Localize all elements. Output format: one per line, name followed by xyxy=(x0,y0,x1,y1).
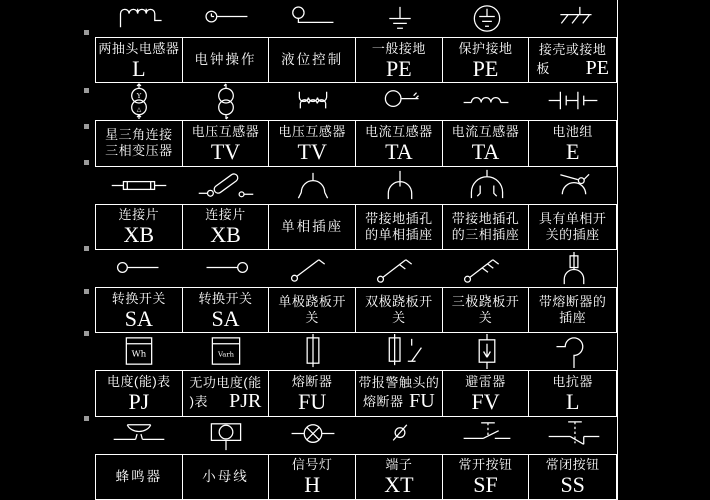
symbol-code-text: PJR xyxy=(229,389,262,412)
symbol-name-text: 电压互感器 xyxy=(278,123,346,139)
label-strip xyxy=(95,370,617,416)
label-cell xyxy=(269,121,356,165)
earth-protective-icon xyxy=(443,0,530,37)
terminal-icon xyxy=(356,417,443,454)
label-cell xyxy=(443,38,530,82)
symbol-code-text: SF xyxy=(473,472,498,498)
rocker-switch-3pole-icon xyxy=(443,250,530,287)
symbol-name-text: 关的插座 xyxy=(545,226,600,242)
symbol-code-text: FV xyxy=(471,388,500,414)
symbol-name-text: 电钟操作 xyxy=(194,52,257,68)
label-cell xyxy=(96,455,183,499)
label-cell xyxy=(96,288,183,332)
symbol-name-text: 电压互感器 xyxy=(191,123,260,139)
label-cell xyxy=(356,205,443,249)
symbol-strip xyxy=(95,333,617,370)
symbol-code-text: SA xyxy=(124,305,153,331)
label-cell xyxy=(529,455,616,499)
svg-text:△: △ xyxy=(136,107,141,114)
symbol-name-text: 电流互感器 xyxy=(451,123,520,139)
star-delta-transformer-icon xyxy=(95,83,182,120)
symbol-code-text: FU xyxy=(298,388,327,414)
label-cell xyxy=(529,288,616,332)
grip-handle[interactable] xyxy=(84,30,89,35)
label-cell xyxy=(183,38,270,82)
socket-single-phase-earth-icon xyxy=(356,167,443,204)
symbol-name-text: 转换开关 xyxy=(111,290,166,306)
symbol-code-text: XB xyxy=(210,222,241,248)
two-tap-inductor-icon xyxy=(95,0,182,37)
label-cell xyxy=(356,38,443,82)
socket-with-switch-icon xyxy=(530,167,617,204)
symbol-code-text: TA xyxy=(471,138,500,164)
label-cell xyxy=(443,205,530,249)
symbol-name-text: 连接片 xyxy=(205,207,246,223)
symbol-name-text: 避雷器 xyxy=(465,373,506,389)
symbol-name-text: 单极跷板开 xyxy=(278,294,346,310)
symbol-name-text: 三极跷板开 xyxy=(451,294,520,310)
label-cell xyxy=(529,38,616,82)
symbol-name-text: 连接片 xyxy=(118,207,160,223)
symbol-strip xyxy=(95,417,617,454)
table-right-border xyxy=(617,0,618,500)
symbol-name-text: 具有单相开 xyxy=(538,210,607,226)
reactor-icon xyxy=(530,333,617,370)
label-strip xyxy=(95,204,617,250)
symbol-name-text: 关 xyxy=(478,310,493,326)
rocker-switch-1pole-icon xyxy=(269,250,356,287)
symbol-name-text: 常开按钮 xyxy=(458,457,513,473)
symbol-name-text: 电度(能)表 xyxy=(107,373,171,389)
symbol-code-text: TA xyxy=(385,138,413,164)
symbol-name-text: 接壳或接地 xyxy=(538,41,607,57)
symbol-name-text: 的单相插座 xyxy=(365,226,433,242)
label-cell xyxy=(96,38,183,82)
symbol-code-text: TV xyxy=(297,138,327,164)
symbol-name-text: 熔断器 xyxy=(291,373,333,389)
label-strip xyxy=(95,287,617,333)
grip-handle[interactable] xyxy=(84,160,89,165)
label-cell xyxy=(269,371,356,415)
label-cell xyxy=(356,371,443,415)
socket-three-phase-earth-icon xyxy=(443,167,530,204)
label-cell xyxy=(529,205,616,249)
label-cell xyxy=(183,205,270,249)
symbol-name-text: 关 xyxy=(392,310,406,326)
fuse-with-alarm-contact-icon xyxy=(356,333,443,370)
earth-general-icon xyxy=(356,0,443,37)
symbol-row-group xyxy=(95,83,617,166)
label-cell xyxy=(269,38,356,82)
symbol-name-text: 插座 xyxy=(559,310,587,326)
symbol-code-text: SA xyxy=(211,305,240,331)
current-transformer-winding-icon xyxy=(443,83,530,120)
symbol-name-text: 带接地插孔 xyxy=(451,210,520,226)
symbol-row-group xyxy=(95,167,617,250)
symbol-code-text: PE xyxy=(472,55,499,81)
symbol-code-text: TV xyxy=(210,138,241,164)
symbol-name-text: )表 xyxy=(189,393,209,409)
label-cell xyxy=(183,121,270,165)
label-cell xyxy=(443,288,530,332)
svg-text:Varh: Varh xyxy=(217,350,234,359)
voltage-transformer-winding-icon xyxy=(269,83,356,120)
symbol-name-text: 双极跷板开 xyxy=(365,294,433,310)
rocker-switch-2pole-icon xyxy=(356,250,443,287)
symbol-code-text: FU xyxy=(409,389,435,412)
symbol-name-text: 转换开关 xyxy=(198,290,253,306)
symbol-name-text: 的三相插座 xyxy=(451,226,520,242)
symbol-row-group xyxy=(95,250,617,333)
label-strip xyxy=(95,120,617,166)
label-cell xyxy=(356,288,443,332)
symbol-code-text: SS xyxy=(560,472,585,498)
symbol-row-group xyxy=(95,417,617,500)
symbol-name-text: 三相变压器 xyxy=(105,143,173,159)
symbol-code-text: L xyxy=(565,388,580,414)
symbol-name-text: 关 xyxy=(305,310,319,326)
label-cell xyxy=(269,205,356,249)
label-cell xyxy=(96,121,183,165)
pushbutton-normally-closed-icon xyxy=(530,417,617,454)
symbol-name-text: 无功电度(能 xyxy=(189,374,262,390)
grip-handle[interactable] xyxy=(84,289,89,294)
label-cell xyxy=(529,121,616,165)
symbol-name-text: 电抗器 xyxy=(552,373,593,389)
grip-handle[interactable] xyxy=(84,331,89,336)
label-cell xyxy=(269,288,356,332)
symbol-name-text: 带熔断器的 xyxy=(538,294,607,310)
clock-operated-contact-icon xyxy=(182,0,269,37)
signal-lamp-icon xyxy=(269,417,356,454)
fuse-icon xyxy=(269,333,356,370)
label-cell xyxy=(269,455,356,499)
grip-handle[interactable] xyxy=(84,416,89,421)
symbol-name-text: 单相插座 xyxy=(281,218,344,234)
symbol-name-text: 液位控制 xyxy=(281,52,344,68)
symbol-name-text: 一般接地 xyxy=(371,40,426,56)
symbol-code-text: PE xyxy=(585,56,610,79)
reactive-energy-meter-icon xyxy=(182,333,269,370)
label-strip xyxy=(95,37,617,83)
symbol-name-text: 熔断器 xyxy=(363,393,404,409)
symbol-row-group xyxy=(95,333,617,416)
symbol-code-text: PJ xyxy=(128,388,150,414)
label-cell xyxy=(356,121,443,165)
symbol-name-text: 星三角连接 xyxy=(105,127,173,143)
symbol-name-text: 保护接地 xyxy=(458,40,513,56)
label-second-line xyxy=(356,391,442,412)
liquid-level-contact-icon xyxy=(269,0,356,37)
symbol-code-text: L xyxy=(132,55,146,81)
voltage-transformer-circles-icon xyxy=(182,83,269,120)
label-cell xyxy=(96,371,183,415)
link-diagonal-icon xyxy=(182,167,269,204)
link-horizontal-icon xyxy=(95,167,182,204)
energy-meter-icon xyxy=(95,333,182,370)
label-cell xyxy=(443,455,530,499)
svg-text:Y: Y xyxy=(136,92,141,101)
symbol-name-text: 电流互感器 xyxy=(365,123,433,139)
symbol-name-text: 端子 xyxy=(385,457,413,473)
symbol-name-text: 带报警触头的 xyxy=(358,374,440,390)
label-second-line xyxy=(183,391,269,412)
symbol-strip xyxy=(95,250,617,287)
symbol-strip xyxy=(95,83,617,120)
surge-arrester-icon xyxy=(443,333,530,370)
label-cell xyxy=(183,288,270,332)
symbol-code-text: E xyxy=(565,138,580,164)
symbol-name-text: 板 xyxy=(536,60,550,76)
svg-text:Wh: Wh xyxy=(131,349,146,360)
symbol-name-text: 两抽头电感器 xyxy=(98,40,180,56)
symbol-name-text: 蜂鸣器 xyxy=(115,468,163,484)
symbol-name-text: 电池组 xyxy=(552,123,593,139)
label-cell xyxy=(356,455,443,499)
label-second-line xyxy=(529,58,616,79)
label-cell xyxy=(443,121,530,165)
small-busbar-icon xyxy=(182,417,269,454)
symbol-name-text: 带接地插孔 xyxy=(365,210,433,226)
symbol-name-text: 小母线 xyxy=(202,468,249,484)
socket-with-fuse-icon xyxy=(530,250,617,287)
symbol-code-text: XB xyxy=(123,222,155,248)
label-cell xyxy=(183,371,270,415)
symbol-code-text: XT xyxy=(384,472,414,498)
symbol-code-text: H xyxy=(304,472,321,498)
grip-handle[interactable] xyxy=(84,124,89,129)
current-transformer-circle-icon xyxy=(356,83,443,120)
grip-handle[interactable] xyxy=(84,88,89,93)
label-cell xyxy=(443,371,530,415)
grip-handle[interactable] xyxy=(84,246,89,251)
symbol-row-group xyxy=(95,0,617,83)
socket-single-phase-icon xyxy=(269,167,356,204)
label-cell xyxy=(96,205,183,249)
buzzer-icon xyxy=(95,417,182,454)
pushbutton-normally-open-icon xyxy=(443,417,530,454)
label-strip xyxy=(95,454,617,500)
label-cell xyxy=(183,455,270,499)
battery-bank-icon xyxy=(530,83,617,120)
symbol-name-text: 常闭按钮 xyxy=(545,457,600,473)
symbol-name-text: 信号灯 xyxy=(291,457,333,473)
symbol-strip xyxy=(95,0,617,37)
symbol-code-text: PE xyxy=(386,55,412,81)
earth-chassis-icon xyxy=(530,0,617,37)
label-cell xyxy=(529,371,616,415)
symbol-table xyxy=(95,0,617,500)
changeover-switch-b-icon xyxy=(182,250,269,287)
symbol-strip xyxy=(95,167,617,204)
changeover-switch-a-icon xyxy=(95,250,182,287)
